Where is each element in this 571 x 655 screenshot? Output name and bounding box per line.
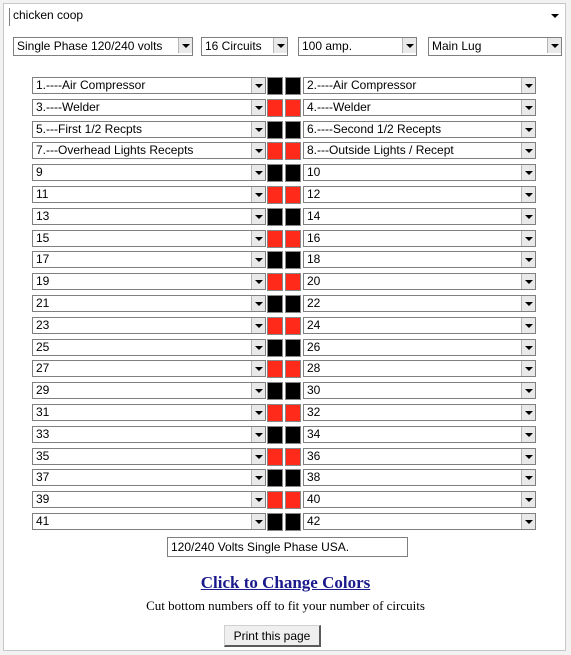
circuit-left-select[interactable] bbox=[32, 317, 266, 334]
chevron-down-icon bbox=[178, 38, 192, 53]
circuit-left-select-label: 9 bbox=[36, 165, 43, 179]
chevron-down-icon bbox=[521, 405, 535, 420]
chevron-down-icon bbox=[251, 470, 265, 485]
change-colors-link[interactable]: Click to Change Colors bbox=[200, 573, 371, 592]
circuit-left-select-label: 7.---Overhead Lights Recepts bbox=[36, 143, 194, 157]
circuit-right-select[interactable] bbox=[303, 448, 536, 465]
circuits-select[interactable] bbox=[201, 37, 288, 56]
chevron-down-icon bbox=[251, 340, 265, 355]
circuit-left-select[interactable] bbox=[32, 121, 266, 138]
circuit-left-select-label: 39 bbox=[36, 492, 50, 506]
chevron-down-icon bbox=[251, 296, 265, 311]
chevron-down-icon bbox=[521, 318, 535, 333]
circuit-right-select-label: 40 bbox=[307, 492, 321, 506]
breaker-block-left[interactable] bbox=[267, 317, 283, 335]
panel-name-select[interactable] bbox=[9, 8, 562, 26]
chevron-down-icon bbox=[251, 231, 265, 246]
breaker-block-left[interactable] bbox=[267, 295, 283, 313]
circuit-left-select-label: 11 bbox=[36, 187, 49, 201]
chevron-down-icon bbox=[251, 361, 265, 376]
circuit-right-select-label: 22 bbox=[307, 296, 321, 310]
phase-select[interactable] bbox=[13, 37, 193, 56]
chevron-down-icon bbox=[521, 492, 535, 507]
breaker-block-left[interactable] bbox=[267, 404, 283, 422]
chevron-down-icon bbox=[521, 427, 535, 442]
circuit-left-select[interactable] bbox=[32, 513, 266, 530]
chevron-down-icon bbox=[251, 274, 265, 289]
circuit-left-select[interactable] bbox=[32, 251, 266, 268]
circuit-left-select[interactable] bbox=[32, 142, 266, 159]
breaker-block-left[interactable] bbox=[267, 426, 283, 444]
breaker-block-left[interactable] bbox=[267, 208, 283, 226]
chevron-down-icon bbox=[521, 340, 535, 355]
circuit-right-select[interactable] bbox=[303, 208, 536, 225]
breaker-block-right[interactable] bbox=[285, 469, 301, 487]
circuit-left-select[interactable] bbox=[32, 273, 266, 290]
chevron-down-icon bbox=[251, 492, 265, 507]
circuit-left-select-label: 35 bbox=[36, 449, 50, 463]
circuit-right-select-label: 28 bbox=[307, 361, 321, 375]
circuit-left-select[interactable] bbox=[32, 230, 266, 247]
circuit-right-select-label: 16 bbox=[307, 231, 321, 245]
breaker-block-left[interactable] bbox=[267, 251, 283, 269]
circuit-right-select-label: 14 bbox=[307, 209, 321, 223]
circuit-right-select[interactable] bbox=[303, 273, 536, 290]
chevron-down-icon bbox=[521, 296, 535, 311]
circuit-right-select[interactable] bbox=[303, 186, 536, 203]
chevron-down-icon bbox=[521, 274, 535, 289]
circuit-left-select[interactable] bbox=[32, 404, 266, 421]
breaker-block-left[interactable] bbox=[267, 448, 283, 466]
chevron-down-icon bbox=[251, 165, 265, 180]
circuit-right-select-label: 12 bbox=[307, 187, 321, 201]
breaker-block-right[interactable] bbox=[285, 382, 301, 400]
circuit-left-select[interactable] bbox=[32, 491, 266, 508]
circuit-right-select-label: 2.----Air Compressor bbox=[307, 78, 417, 92]
circuit-left-select-label: 31 bbox=[36, 405, 50, 419]
circuit-left-select-label: 37 bbox=[36, 470, 50, 484]
circuit-left-select[interactable] bbox=[32, 426, 266, 443]
circuit-right-select-label: 4.----Welder bbox=[307, 100, 371, 114]
chevron-down-icon bbox=[521, 252, 535, 267]
breaker-block-right[interactable] bbox=[285, 77, 301, 95]
breaker-block-left[interactable] bbox=[267, 186, 283, 204]
circuit-right-select[interactable] bbox=[303, 513, 536, 530]
phase-value: Single Phase 120/240 volts bbox=[17, 39, 163, 53]
circuit-right-select[interactable] bbox=[303, 317, 536, 334]
chevron-down-icon bbox=[251, 143, 265, 158]
circuit-left-select-label: 25 bbox=[36, 340, 50, 354]
circuit-right-select-label: 8.---Outside Lights / Recept bbox=[307, 143, 454, 157]
circuit-right-select-label: 38 bbox=[307, 470, 321, 484]
circuit-right-select[interactable] bbox=[303, 426, 536, 443]
circuit-right-select[interactable] bbox=[303, 295, 536, 312]
circuit-right-select-label: 18 bbox=[307, 252, 321, 266]
circuit-left-select[interactable] bbox=[32, 382, 266, 399]
breaker-block-right[interactable] bbox=[285, 230, 301, 248]
circuit-left-select-label: 23 bbox=[36, 318, 50, 332]
breaker-block-left[interactable] bbox=[267, 513, 283, 531]
chevron-down-icon bbox=[521, 165, 535, 180]
breaker-block-left[interactable] bbox=[267, 99, 283, 117]
breaker-block-left[interactable] bbox=[267, 469, 283, 487]
chevron-down-icon bbox=[521, 231, 535, 246]
breaker-block-left[interactable] bbox=[267, 77, 283, 95]
chevron-down-icon bbox=[521, 514, 535, 529]
chevron-down-icon bbox=[251, 78, 265, 93]
circuit-left-select-label: 41 bbox=[36, 514, 50, 528]
chevron-down-icon bbox=[251, 209, 265, 224]
circuit-right-select-label: 26 bbox=[307, 340, 321, 354]
breaker-block-left[interactable] bbox=[267, 164, 283, 182]
breaker-block-left[interactable] bbox=[267, 273, 283, 291]
breaker-block-right[interactable] bbox=[285, 208, 301, 226]
chevron-down-icon bbox=[251, 318, 265, 333]
breaker-block-left[interactable] bbox=[267, 121, 283, 139]
breaker-block-right[interactable] bbox=[285, 295, 301, 313]
circuit-right-select[interactable] bbox=[303, 469, 536, 486]
chevron-down-icon bbox=[251, 383, 265, 398]
circuit-right-select-label: 10 bbox=[307, 165, 321, 179]
circuit-right-select-label: 32 bbox=[307, 405, 321, 419]
chevron-down-icon bbox=[521, 78, 535, 93]
circuit-right-select[interactable] bbox=[303, 230, 536, 247]
circuit-left-select[interactable] bbox=[32, 469, 266, 486]
breaker-block-right[interactable] bbox=[285, 121, 301, 139]
chevron-down-icon bbox=[521, 122, 535, 137]
chevron-down-icon bbox=[521, 470, 535, 485]
breaker-block-right[interactable] bbox=[285, 186, 301, 204]
chevron-down-icon bbox=[251, 187, 265, 202]
circuit-right-select[interactable] bbox=[303, 404, 536, 421]
breaker-block-right[interactable] bbox=[285, 273, 301, 291]
circuit-right-select[interactable] bbox=[303, 491, 536, 508]
breaker-block-right[interactable] bbox=[285, 404, 301, 422]
chevron-down-icon bbox=[521, 449, 535, 464]
circuit-left-select-label: 15 bbox=[36, 231, 50, 245]
breaker-block-left[interactable] bbox=[267, 142, 283, 160]
instruction-text: Cut bottom numbers off to fit your number of circuits bbox=[146, 598, 425, 613]
chevron-down-icon bbox=[521, 209, 535, 224]
circuit-right-select[interactable] bbox=[303, 77, 536, 94]
circuit-left-select-label: 13 bbox=[36, 209, 50, 223]
lug-select[interactable] bbox=[428, 37, 562, 56]
breaker-block-right[interactable] bbox=[285, 142, 301, 160]
circuit-left-select-label: 3.----Welder bbox=[36, 100, 100, 114]
breaker-block-right[interactable] bbox=[285, 513, 301, 531]
circuit-left-select-label: 19 bbox=[36, 274, 50, 288]
breaker-block-right[interactable] bbox=[285, 426, 301, 444]
circuit-left-select[interactable] bbox=[32, 360, 266, 377]
chevron-down-icon bbox=[251, 122, 265, 137]
circuit-right-select[interactable] bbox=[303, 339, 536, 356]
chevron-down-icon bbox=[547, 38, 561, 53]
breaker-block-left[interactable] bbox=[267, 491, 283, 509]
circuits-value: 16 Circuits bbox=[205, 39, 262, 53]
circuit-right-select-label: 42 bbox=[307, 514, 321, 528]
lug-value: Main Lug bbox=[432, 39, 482, 53]
breaker-block-left[interactable] bbox=[267, 339, 283, 357]
circuit-right-select[interactable] bbox=[303, 99, 536, 116]
circuit-left-select[interactable] bbox=[32, 77, 266, 94]
circuit-left-select-label: 29 bbox=[36, 383, 50, 397]
circuit-right-select-label: 30 bbox=[307, 383, 321, 397]
circuit-right-select[interactable] bbox=[303, 164, 536, 181]
circuit-left-select-label: 17 bbox=[36, 252, 50, 266]
print-page-button[interactable]: Print this page bbox=[224, 625, 321, 647]
chevron-down-icon bbox=[402, 38, 416, 53]
circuit-right-select-label: 24 bbox=[307, 318, 321, 332]
breaker-block-right[interactable] bbox=[285, 317, 301, 335]
breaker-block-right[interactable] bbox=[285, 99, 301, 117]
circuit-left-select[interactable] bbox=[32, 339, 266, 356]
panel-name-value: chicken coop bbox=[13, 8, 84, 22]
circuit-right-select[interactable] bbox=[303, 360, 536, 377]
chevron-down-icon bbox=[251, 100, 265, 115]
circuit-right-select[interactable] bbox=[303, 382, 536, 399]
breaker-block-right[interactable] bbox=[285, 339, 301, 357]
chevron-down-icon bbox=[521, 143, 535, 158]
circuit-left-select[interactable] bbox=[32, 448, 266, 465]
circuit-left-select[interactable] bbox=[32, 99, 266, 116]
circuit-left-select-label: 5.---First 1/2 Recpts bbox=[36, 122, 143, 136]
chevron-down-icon bbox=[251, 427, 265, 442]
chevron-down-icon bbox=[251, 514, 265, 529]
circuit-left-select-label: 21 bbox=[36, 296, 50, 310]
chevron-down-icon bbox=[273, 38, 287, 53]
breaker-block-right[interactable] bbox=[285, 448, 301, 466]
chevron-down-icon bbox=[251, 449, 265, 464]
voltage-description-field[interactable]: 120/240 Volts Single Phase USA. bbox=[167, 537, 408, 557]
chevron-down-icon bbox=[521, 100, 535, 115]
circuit-right-select-label: 20 bbox=[307, 274, 321, 288]
circuit-right-select-label: 34 bbox=[307, 427, 321, 441]
amperage-select[interactable] bbox=[298, 37, 417, 56]
chevron-down-icon bbox=[521, 361, 535, 376]
circuit-right-select-label: 6.----Second 1/2 Recepts bbox=[307, 122, 442, 136]
chevron-down-icon bbox=[548, 8, 562, 23]
circuit-left-select[interactable] bbox=[32, 164, 266, 181]
circuit-left-select-label: 33 bbox=[36, 427, 50, 441]
circuit-left-select[interactable] bbox=[32, 295, 266, 312]
chevron-down-icon bbox=[251, 252, 265, 267]
amperage-value: 100 amp. bbox=[302, 39, 353, 53]
circuit-right-select[interactable] bbox=[303, 121, 536, 138]
breaker-block-right[interactable] bbox=[285, 360, 301, 378]
breaker-block-left[interactable] bbox=[267, 360, 283, 378]
breaker-block-right[interactable] bbox=[285, 251, 301, 269]
circuit-right-select[interactable] bbox=[303, 142, 536, 159]
chevron-down-icon bbox=[521, 383, 535, 398]
circuit-left-select[interactable] bbox=[32, 208, 266, 225]
chevron-down-icon bbox=[251, 405, 265, 420]
breaker-block-right[interactable] bbox=[285, 164, 301, 182]
breaker-block-left[interactable] bbox=[267, 382, 283, 400]
circuit-right-select-label: 36 bbox=[307, 449, 321, 463]
circuit-left-select[interactable] bbox=[32, 186, 266, 203]
circuit-right-select[interactable] bbox=[303, 251, 536, 268]
breaker-block-left[interactable] bbox=[267, 230, 283, 248]
circuit-left-select-label: 27 bbox=[36, 361, 50, 375]
breaker-block-right[interactable] bbox=[285, 491, 301, 509]
circuit-left-select-label: 1.----Air Compressor bbox=[36, 78, 146, 92]
chevron-down-icon bbox=[521, 187, 535, 202]
